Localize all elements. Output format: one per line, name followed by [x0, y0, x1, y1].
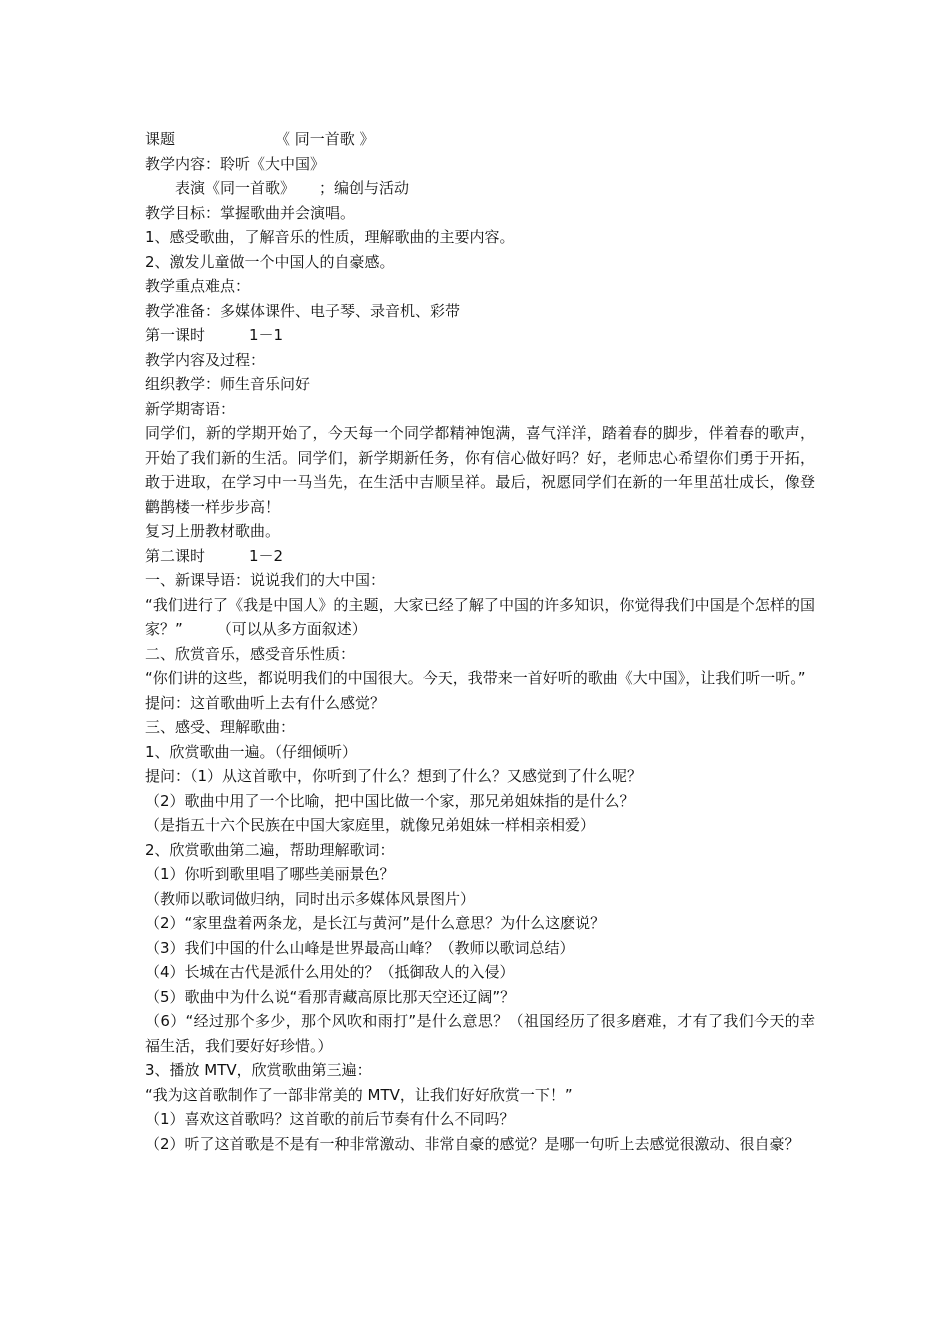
listen-first-q2: （2）歌曲中用了一个比喻，把中国比做一个家，那兄弟姐妹指的是什么？: [145, 791, 635, 810]
teaching-goal: 教学目标：掌握歌曲并会演唱。: [145, 203, 356, 222]
section-2-question: 提问：这首歌曲听上去有什么感觉？: [145, 693, 386, 712]
listen-second-q6: （6）“经过那个多少，那个风吹和雨打”是什么意思？（祖国经历了很多磨难，才有了我们今天的幸福生活，我们要好好珍惜。）: [145, 1012, 815, 1055]
key-points: 教学重点难点：: [145, 277, 251, 295]
listen-third: 3、播放 MTV，欣赏歌曲第三遍：: [145, 1061, 372, 1079]
section-2-quote: “你们讲的这些，都说明我们的中国很大。今天，我带来一首好听的歌曲《大中国》，让我们听一听。”: [145, 669, 806, 687]
listen-second: 2、欣赏歌曲第二遍，帮助理解歌词：: [145, 840, 395, 859]
section-1-quote: [145, 593, 815, 642]
lesson-1-label: 第一课时: [145, 326, 206, 344]
listen-first-q2-answer: （是指五十六个民族在中国大家庭里，就像兄弟姐妹一样相亲相爱）: [145, 816, 596, 834]
section-1-quote-text: “我们进行了《我是中国人》的主题，大家已经了解了中国的许多知识，你觉得我们中国是个怎样的国家？”: [145, 595, 815, 638]
section-2-title: 二、欣赏音乐，感受音乐性质：: [145, 644, 356, 663]
section-3-title: 三、感受、理解歌曲：: [145, 718, 296, 736]
content-line-1: 教学内容：聆听《大中国》: [145, 154, 326, 173]
listen-second-q3: （3）我们中国的什么山峰是世界最高山峰？（教师以歌词总结）: [145, 938, 575, 957]
listen-third-q1: （1）喜欢这首歌吗？这首歌的前后节奏有什么不同吗？: [145, 1110, 515, 1128]
goal-item-2: 2、激发儿童做一个中国人的自豪感。: [145, 252, 395, 271]
content-create: ；编创与活动: [319, 179, 410, 197]
listen-second-q2: （2）“家里盘着两条龙，是长江与黄河”是什么意思？为什么这麽说？: [145, 914, 606, 932]
listen-first-q1: 提问：（1）从这首歌中，你听到了什么？想到了什么？又感觉到了什么呢？: [145, 767, 643, 785]
listen-second-q1: （1）你听到歌里唱了哪些美丽景色？: [145, 865, 395, 883]
lesson-1-number: 1－1: [249, 326, 284, 344]
lesson-1-heading: [145, 323, 815, 348]
section-1-title: 一、新课导语：说说我们的大中国：: [145, 571, 386, 589]
title-label: 课题: [145, 130, 176, 148]
lesson-title: 《 同一首歌 》: [275, 130, 375, 148]
teaching-preparation: 教学准备：多媒体课件、电子琴、录音机、彩带: [145, 301, 461, 320]
lesson-2-number: 1－2: [249, 546, 284, 565]
review-songs: 复习上册教材歌曲。: [145, 522, 281, 540]
listen-second-q1-note: （教师以歌词做归纳，同时出示多媒体风景图片）: [145, 889, 476, 908]
content-line-2: [145, 176, 815, 201]
listen-first: 1、欣赏歌曲一遍。（仔细倾听）: [145, 742, 358, 761]
section-1-quote-note: （可以从多方面叙述）: [216, 620, 367, 638]
title-line: [145, 127, 815, 152]
listen-third-q2: （2）听了这首歌是不是有一种非常激动、非常自豪的感觉？是哪一句听上去感觉很激动、很自豪？: [145, 1134, 800, 1153]
listen-third-quote: “我为这首歌制作了一部非常美的 MTV，让我们好好欣赏一下！”: [145, 1085, 573, 1104]
teaching-process: 教学内容及过程：: [145, 350, 266, 369]
lesson-2-heading: [145, 544, 815, 569]
document-page: [145, 127, 815, 1156]
organize-teaching: 组织教学：师生音乐问好: [145, 375, 311, 393]
goal-item-1: 1、感受歌曲，了解音乐的性质，理解歌曲的主要内容。: [145, 228, 515, 246]
message-body: 同学们，新的学期开始了，今天每一个同学都精神饱满，喜气洋洋，踏着春的脚步，伴着春的歌声，开始了我们新的生活。同学们，新学期新任务，你有信心做好吗？好，老师忠心希望你们勇于开拓，敢于进取，在学习中一马当先，在生活中吉顺呈祥。最后，祝愿同学们在新的一年里茁壮成长，像登鹳鹊楼一样步步高！: [145, 424, 815, 516]
content-perform: 表演《同一首歌》: [175, 179, 296, 197]
listen-second-q4: （4）长城在古代是派什么用处的？（抵御敌人的入侵）: [145, 963, 515, 981]
message-title: 新学期寄语：: [145, 399, 236, 418]
lesson-2-label: 第二课时: [145, 546, 206, 565]
listen-second-q5: （5）歌曲中为什么说“看那青藏高原比那天空还辽阔”？: [145, 987, 516, 1006]
